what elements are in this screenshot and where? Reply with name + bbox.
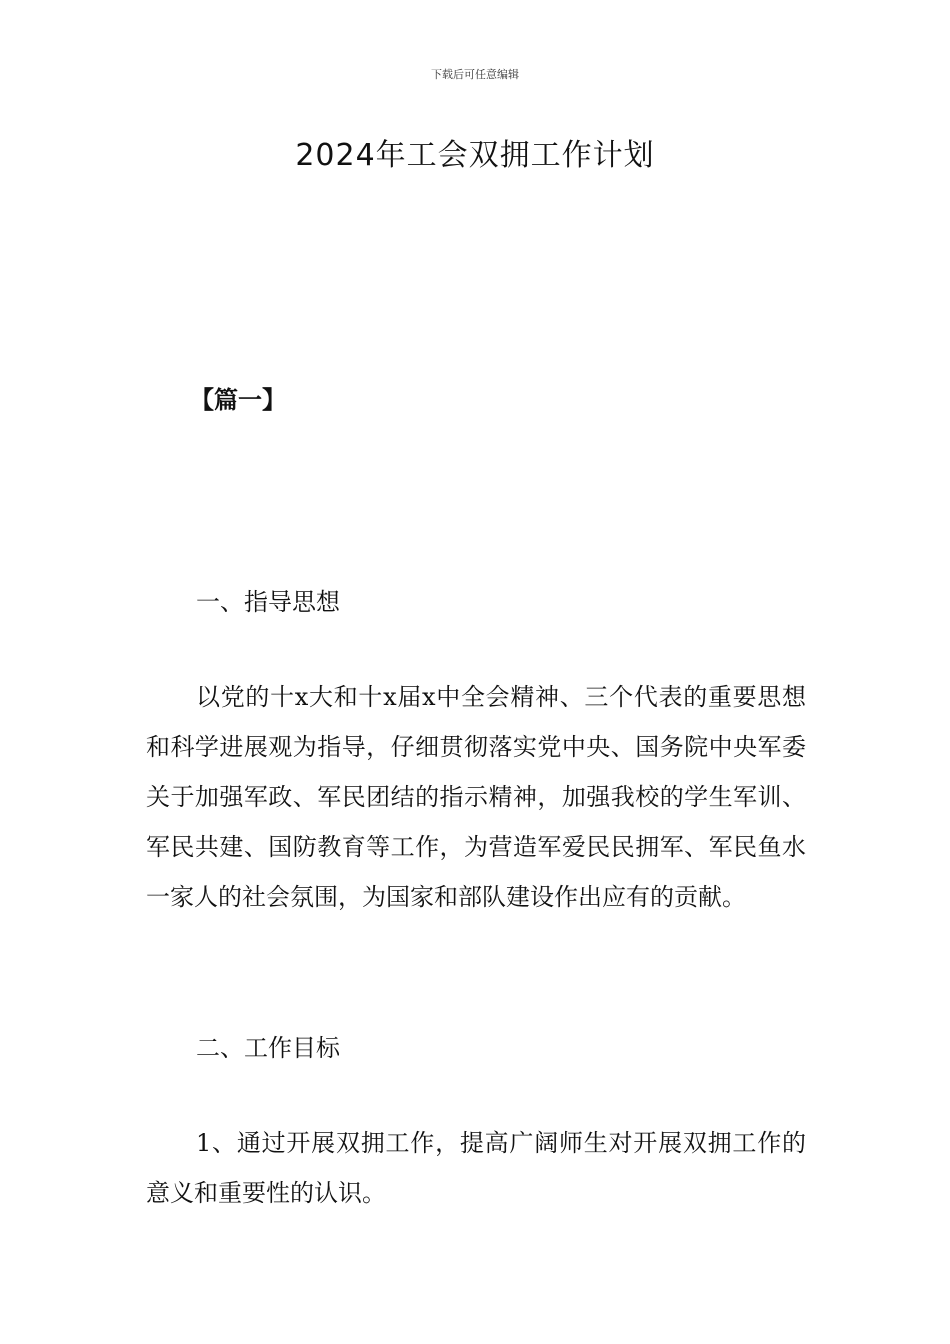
paragraph-guiding-ideology: 以党的十x大和十x届x中全会精神、三个代表的重要思想和科学进展观为指导，仔细贯彻落实党中央、国务院中央军委关于加强军政、军民团结的指示精神，加强我校的学生军训、军民共建、国防教育等工作，为营造军爱民民拥军、军民鱼水一家人的社会氛围，为国家和部队建设作出应有的贡献。: [146, 683, 806, 911]
section-heading-work-goals: 二、工作目标: [196, 1034, 340, 1062]
section-heading-guiding-ideology: 一、指导思想: [196, 588, 340, 616]
paragraph-work-goals: 1、通过开展双拥工作，提高广阔师生对开展双拥工作的意义和重要性的认识。: [146, 1129, 806, 1207]
header-note: 下载后可任意编辑: [431, 68, 519, 81]
section-marker: 【篇一】: [190, 386, 286, 414]
document-title: 2024年工会双拥工作计划: [295, 138, 655, 173]
